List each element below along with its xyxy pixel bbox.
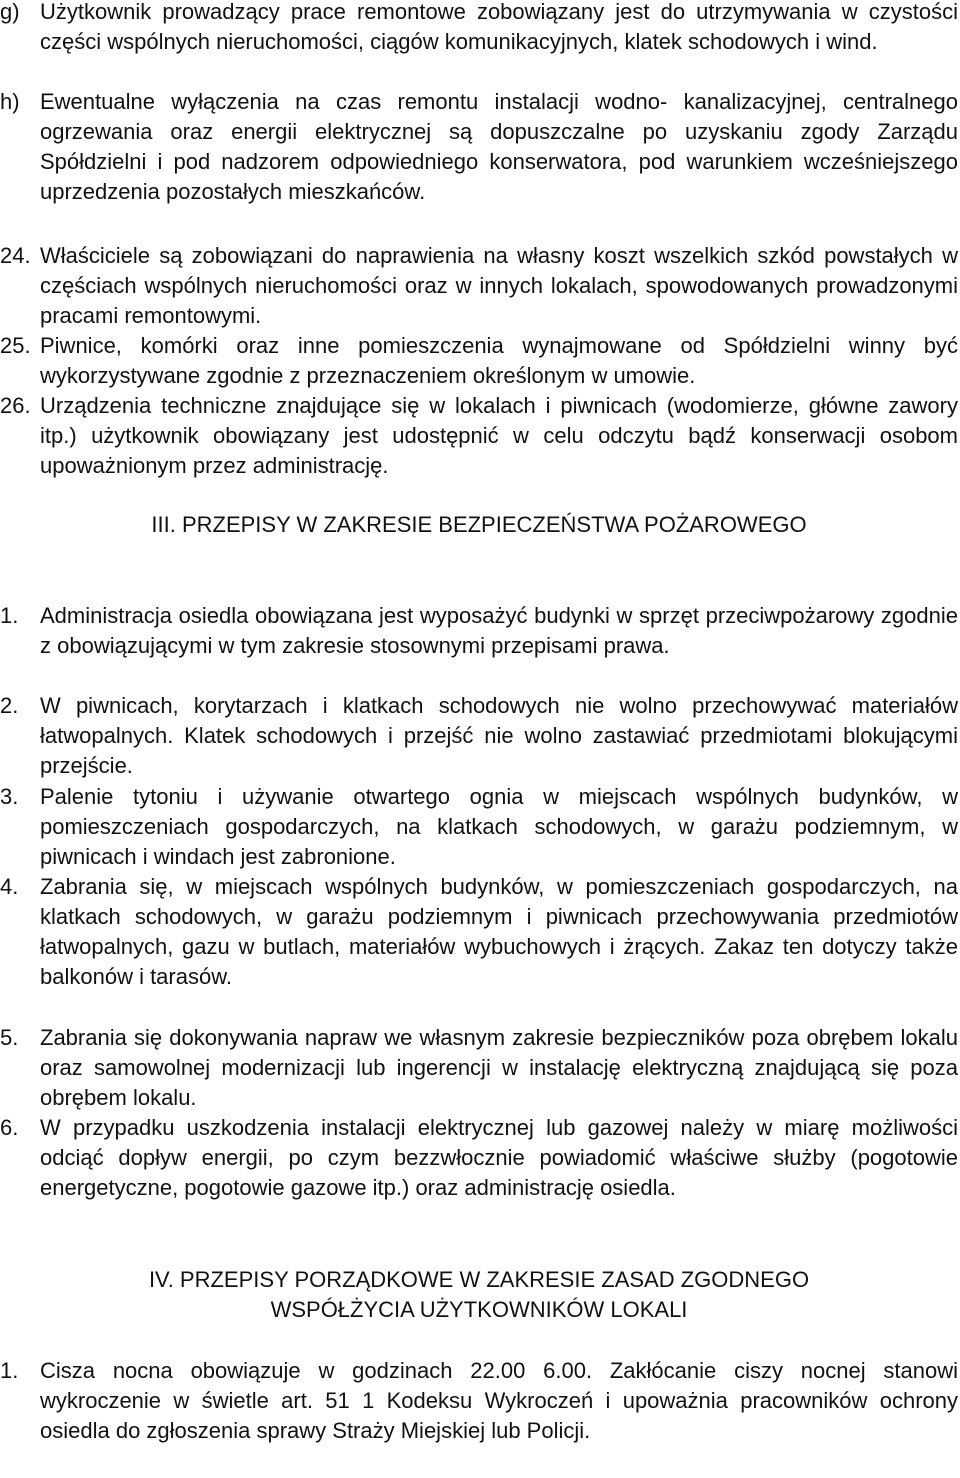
- list-item-marker: 5.: [0, 1025, 19, 1050]
- list-item-iii-6: [0, 1113, 958, 1203]
- list-item-24: [0, 241, 958, 331]
- sub-item-text: Użytkownik prowadzący prace remontowe zobowiązany jest do utrzymywania w czystości części wspólnych nieruchomości, ciągów komunikacyjnych, klatek schodowych i wind.: [40, 0, 958, 54]
- list-item-marker: 1.: [0, 603, 19, 628]
- list-item-iii-3: [0, 782, 958, 872]
- list-item-iii-1: [0, 601, 958, 661]
- list-item-iii-4: [0, 872, 958, 992]
- list-item-marker: 1.: [0, 1358, 19, 1383]
- list-item-marker: 26.: [0, 393, 31, 418]
- list-item-text: Zabrania się dokonywania napraw we własnym zakresie bezpieczników poza obrębem lokalu oraz samowolnej modernizacji lub ingerencji w instalację elektryczną znajdującą się poza obrębem lokalu.: [40, 1025, 958, 1110]
- list-item-text: W piwnicach, korytarzach i klatkach schodowych nie wolno przechowywać materiałów łatwopalnych. Klatek schodowych i przejść nie wolno zastawiać przedmiotami blokującymi przejście.: [40, 693, 958, 778]
- list-item-iv-1: [0, 1356, 958, 1446]
- list-item-26: [0, 391, 958, 481]
- list-item-marker: 4.: [0, 874, 19, 899]
- list-item-marker: 24.: [0, 243, 31, 268]
- list-item-marker: 3.: [0, 784, 19, 809]
- list-item-text: Właściciele są zobowiązani do naprawienia na własny koszt wszelkich szkód powstałych w częściach wspólnych nieruchomości oraz w innych lokalach, spowodowanych prowadzonymi pracami remontowymi.: [40, 243, 958, 328]
- list-item-text: Administracja osiedla obowiązana jest wyposażyć budynki w sprzęt przeciwpożarowy zgodnie z obowiązującymi w tym zakresie stosownymi przepisami prawa.: [40, 603, 958, 658]
- list-item-text: Urządzenia techniczne znajdujące się w lokalach i piwnicach (wodomierze, główne zawory itp.) użytkownik obowiązany jest udostępnić w celu odczytu bądź konserwacji osobom upoważnionym przez administrację.: [40, 393, 958, 478]
- sub-item-marker: h): [0, 89, 20, 114]
- sub-item-marker: g): [0, 0, 20, 24]
- list-item-text: Cisza nocna obowiązuje w godzinach 22.00 6.00. Zakłócanie ciszy nocnej stanowi wykroczenie w świetle art. 51 1 Kodeksu Wykroczeń i upoważnia pracowników ochrony osiedla do zgłoszenia sprawy Straży Miejskiej lub Policji.: [40, 1358, 958, 1443]
- section-heading-iii: III. PRZEPISY W ZAKRESIE BEZPIECZEŃSTWA POŻAROWEGO: [151, 512, 807, 537]
- list-item-marker: 25.: [0, 333, 31, 358]
- list-item-marker: 2.: [0, 693, 19, 718]
- sub-item-h: [0, 87, 958, 207]
- list-item-text: W przypadku uszkodzenia instalacji elektrycznej lub gazowej należy w miarę możliwości odciąć dopływ energii, po czym bezzwłocznie powiadomić właściwe służby (pogotowie energetyczne, pogotowie gazowe itp.) oraz administrację osiedla.: [40, 1115, 958, 1200]
- list-item-text: Zabrania się, w miejscach wspólnych budynków, w pomieszczeniach gospodarczych, na klatkach schodowych, w garażu podziemnym i piwnicach przechowywania przedmiotów łatwopalnych, gazu w butlach, materiałów wybuchowych i żrących. Zakaz ten dotyczy także balkonów i tarasów.: [40, 874, 958, 989]
- list-item-marker: 6.: [0, 1115, 19, 1140]
- section-heading-iv-line2: WSPÓŁŻYCIA UŻYTKOWNIKÓW LOKALI: [270, 1297, 688, 1322]
- list-item-25: [0, 331, 958, 391]
- list-item-text: Palenie tytoniu i używanie otwartego ognia w miejscach wspólnych budynków, w pomieszczeniach gospodarczych, na klatkach schodowych, w garażu podziemnym, w piwnicach i windach jest zabronione.: [40, 784, 958, 869]
- list-item-text: Piwnice, komórki oraz inne pomieszczenia wynajmowane od Spółdzielni winny być wykorzystywane zgodnie z przeznaczeniem określonym w umowie.: [40, 333, 958, 388]
- section-heading-iv-line1: IV. PRZEPISY PORZĄDKOWE W ZAKRESIE ZASAD ZGODNEGO: [148, 1267, 810, 1292]
- sub-item-text: Ewentualne wyłączenia na czas remontu instalacji wodno- kanalizacyjnej, centralnego ogrzewania oraz energii elektrycznej są dopuszczalne po uzyskaniu zgody Zarządu Spółdzielni i pod nadzorem odpowiedniego konserwatora, pod warunkiem wcześniejszego uprzedzenia pozostałych mieszkańców.: [40, 89, 958, 204]
- list-item-iii-5: [0, 1023, 958, 1113]
- sub-item-g: [0, 0, 958, 57]
- list-item-iii-2: [0, 691, 958, 781]
